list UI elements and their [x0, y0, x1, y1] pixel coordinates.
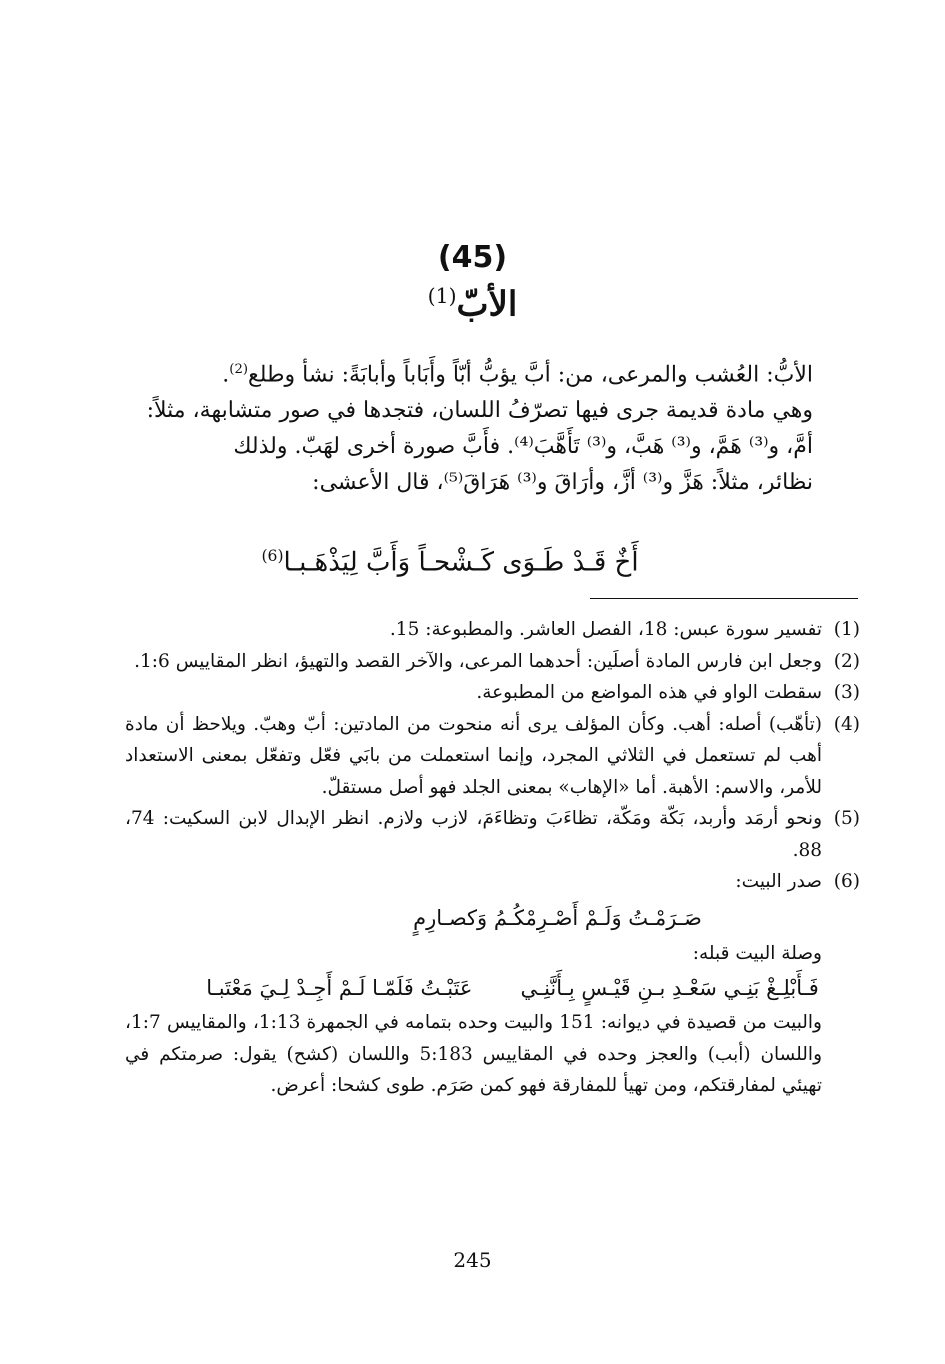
footnote-text: تفسير سورة عبس: 18، الفصل العاشر. والمطبوعة: 15.: [389, 619, 822, 640]
footnote-number: (3): [833, 682, 860, 703]
entry-title-text: الأبّ: [456, 284, 518, 325]
body-line-4: نظائر، مثلاً: هَزَّ و⁽³⁾ أزَّ، وأرَاقَ و⁽³⁾ هَرَاقَ⁽⁵⁾، قال الأعشى:: [312, 470, 813, 496]
poetry-verse: [230, 536, 670, 583]
footnote-number: (1): [833, 619, 860, 640]
footnote-divider: [590, 598, 858, 599]
footnote-number: (2): [833, 650, 860, 672]
couplet: [125, 969, 860, 1007]
footnote-3: [125, 677, 860, 709]
footnote-1: [125, 614, 860, 646]
couplet-second-hemistich: عَتَبْـتُ فَلَمّـا لَـمْ أَجِـدْ لِـيَ مَعْتَبـا: [206, 976, 473, 1000]
entry-number: (45): [437, 240, 508, 275]
page-number: 245: [453, 1248, 492, 1272]
footnote-4: [125, 709, 860, 804]
footnote-ref-2: (2): [229, 362, 248, 377]
verse-text: أَخٌ قَـدْ طَـوَى كَـشْحـاً وَأَبَّ لِيَذْهَـبـا: [283, 547, 639, 578]
footnotes: [125, 614, 860, 1102]
body-line-3: أمَّ، و⁽³⁾ هَمَّ، و⁽³⁾ هَبَّ، و⁽³⁾ تَأَهَّبَ⁽⁴⁾. فأَبَّ صورة أخرى لهَبّ. ولذلك: [233, 434, 813, 460]
body-line-1: الأبُّ: العُشب والمرعى، من: أبَّ يؤبُّ أبّاً وأَبَاباً وأبابَةً: نشأ وطلع: [248, 362, 813, 388]
body-line: الأبُّ: العُشب والمرعى، من: أبَّ يؤبُّ أبّاً وأَبَاباً وأبابَةً: نشأ وطلع$^{(2)}$.: [222, 362, 813, 388]
footnote-text: وجعل ابن فارس المادة أصلَين: أحدهما المرعى، والآخر القصد والتهيؤ، انظر المقاييس 1:6.: [134, 650, 822, 672]
couplet-first-hemistich: فَـأَبْلِـغْ بَنِـي سَعْـدِ بـنِ قَيْـسٍ بِـأَنَّنِـي: [520, 976, 819, 1000]
entry-title-footnote-ref: (1): [427, 284, 457, 308]
footnote-paragraph: والبيت من قصيدة في ديوانه: 151 والبيت وحده بتمامه في الجمهرة 1:13، والمقاييس 1:7، واللسان (أبب) والعجز وحده في المقاييس 5:183 واللسان (كشح) يقول: صرمتكم في تهيئي لمفارقتكم، ومن تهيأ للمفارقة فهو كمن صَرَم. طوى كشحا: أعرض.: [125, 1012, 823, 1096]
footnote-text: صدر البيت:: [735, 871, 822, 892]
hemistich: صَـرَمْـتُ وَلَـمْ أَصْـرِمْكُـمُ وَكصـارِمٍ: [413, 905, 702, 930]
entry-title: [0, 284, 945, 324]
footnote-2: [125, 646, 860, 678]
footnote-6: [125, 866, 860, 898]
main-text: [138, 352, 813, 501]
footnote-5: [125, 803, 860, 866]
footnote-text: سقطت الواو في هذه المواضع من المطبوعة.: [476, 682, 822, 703]
body-line-2: وهي مادة قديمة جرى فيها تصرّفُ اللسان، فتجدها في صور متشابهة، مثلاً:: [146, 398, 813, 424]
footnote-text: ونحو أرمَد وأربد، بَكّة ومَكّة، تظاءَبَ وتظاءَمَ، لازب ولازم. انظر الإبدال لابن السكيت: 74، 88.: [125, 808, 822, 861]
footnote-ref-6: (6): [261, 547, 284, 565]
footnote-number: (5): [833, 808, 860, 829]
footnote-number: (6): [833, 871, 860, 892]
footnote-number: (4): [833, 713, 860, 735]
footnote-sub-label: وصلة البيت قبله:: [692, 942, 822, 964]
footnote-text: (تأهّب) أصله: أهب. وكأن المؤلف يرى أنه منحوت من المادتين: أبّ وهبّ. ويلاحظ أن مادة أهب لم تستعمل في الثلاثي المجرد، وإنما استعملت من بابَي فعّل وتفعّل بمعنى الاستعداد للأمر، والاسم: الأهبة. أما «الإهاب» بمعنى الجلد فهو أصل مستقلّ.: [125, 713, 822, 798]
